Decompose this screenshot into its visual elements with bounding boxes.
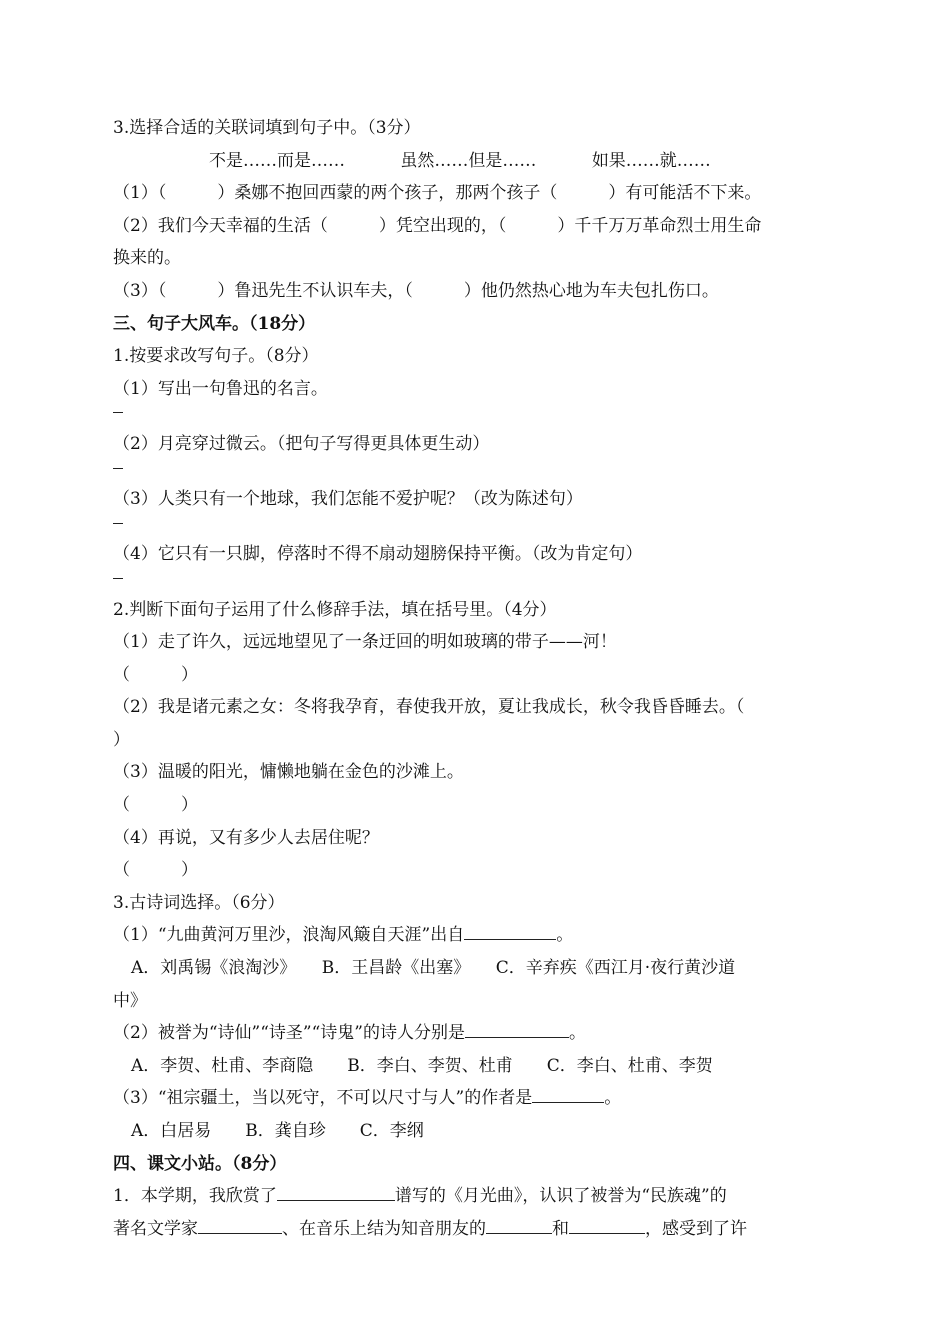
s3-q2-line-1: （1）走了许久，远远地望见了一条迂回的明如玻璃的带子——河！: [113, 632, 617, 653]
conjunction-option-1: 不是……而是……: [209, 150, 345, 171]
s3-q3-item-1: [113, 919, 833, 952]
conjunction-option-3: 如果……就……: [591, 150, 711, 171]
s4-q1-text-5: 和: [552, 1218, 569, 1239]
fill-blank-5[interactable]: [198, 1215, 282, 1234]
s3-q3-item-2-text: （2）被誉为“诗仙”“诗圣”“诗鬼”的诗人分别是: [113, 1023, 465, 1044]
s3-q3-item-1-text: （1）“九曲黄河万里沙，浪淘风簸自天涯”出自: [113, 925, 465, 946]
s3-q1-item-2: （2）月亮穿过微云。（把句子写得更具体更生动）: [113, 433, 490, 454]
period: 。: [556, 925, 574, 946]
s4-q1-line-1: [113, 1180, 833, 1213]
fill-blank-7[interactable]: [569, 1215, 645, 1234]
q3-item-3: （3）（ ）鲁迅先生不认识车夫，（ ）他仍然热心地为车夫包扎伤口。: [113, 280, 719, 301]
section-4-title: 四、课文小站。（8分）: [113, 1153, 287, 1174]
s3-q1-title: 1.按要求改写句子。（8分）: [113, 346, 319, 367]
section-3-title: 三、句子大风车。（18分）: [113, 313, 316, 334]
answer-line-4[interactable]: [113, 561, 833, 594]
s4-q1-text-4: 、在音乐上结为知音朋友的: [282, 1218, 486, 1239]
period: 。: [568, 1023, 586, 1044]
s3-q2-line-2: （2）我是诸元素之女：冬将我孕育，春使我开放，夏让我成长，秋令我昏昏睡去。（: [113, 697, 745, 718]
s3-q3-item-3-options: A．白居易 B．龚自珍 C．李纲: [131, 1121, 424, 1141]
s4-q1-line-2: [113, 1213, 833, 1246]
q3-item-2-cont: 换来的。: [113, 248, 181, 269]
answer-line-2[interactable]: [113, 451, 833, 484]
s3-q2-title: 2.判断下面句子运用了什么修辞手法，填在括号里。（4分）: [113, 599, 557, 620]
conjunction-options: [113, 145, 833, 178]
answer-line-1[interactable]: [113, 395, 833, 428]
s3-q3-item-2: [113, 1017, 833, 1050]
s3-q3-item-1-options-cont: 中》: [113, 990, 147, 1011]
q3-title: 3.选择合适的关联词填到句子中。（3分）: [113, 118, 421, 138]
s3-q3-item-3-text: （3）“祖宗疆土，当以死守，不可以尺寸与人”的作者是: [113, 1088, 533, 1109]
s4-q1-text-2: 谱写的《月光曲》，认识了被誉为“民族魂”的: [394, 1186, 727, 1207]
fill-blank-3[interactable]: [532, 1084, 604, 1103]
s3-q1-item-3: （3）人类只有一个地球，我们怎能不爱护呢？（改为陈述句）: [113, 489, 583, 510]
s4-q1-text-1: 1．本学期，我欣赏了: [113, 1186, 277, 1207]
s4-q1-text-6: ，感受到了许: [645, 1218, 747, 1239]
s3-q2-answer-1[interactable]: （ ）: [113, 664, 198, 685]
answer-line-3[interactable]: [113, 506, 833, 539]
s3-q2-answer-4[interactable]: （ ）: [113, 860, 198, 881]
q3-item-2: （2）我们今天幸福的生活（ ）凭空出现的，（ ）千千万万革命烈士用生命: [113, 215, 762, 236]
fill-blank-1[interactable]: [464, 921, 556, 940]
s3-q3-item-1-options: A．刘禹锡《浪淘沙》 B．王昌龄《出塞》 C．辛弃疾《西江月·夜行黄沙道: [131, 958, 736, 979]
exam-page: [113, 112, 833, 1245]
s3-q2-answer-2[interactable]: ）: [113, 729, 130, 750]
s3-q3-item-3: [113, 1082, 833, 1115]
fill-blank-4[interactable]: [277, 1182, 395, 1201]
conjunction-option-2: 虽然……但是……: [400, 150, 537, 171]
s3-q2-answer-3[interactable]: （ ）: [113, 795, 198, 816]
s4-q1-text-3: 著名文学家: [113, 1218, 198, 1239]
s3-q1-item-4: （4）它只有一只脚，停落时不得不扇动翅膀保持平衡。（改为肯定句）: [113, 544, 643, 565]
s3-q3-item-2-options: A．李贺、杜甫、李商隐 B．李白、李贺、杜甫 C．李白、杜甫、李贺: [131, 1055, 713, 1076]
s3-q2-line-4: （4）再说，又有多少人去居住呢？: [113, 827, 379, 848]
fill-blank-6[interactable]: [486, 1215, 552, 1234]
fill-blank-2[interactable]: [465, 1019, 569, 1038]
period: 。: [604, 1088, 622, 1109]
s3-q3-title: 3.古诗词选择。（6分）: [113, 892, 285, 913]
q3-item-1: （1）（ ）桑娜不抱回西蒙的两个孩子，那两个孩子（ ）有可能活不下来。: [113, 183, 762, 204]
s3-q2-line-3: （3）温暖的阳光，慵懒地躺在金色的沙滩上。: [113, 762, 464, 783]
s3-q1-item-1: （1）写出一句鲁迅的名言。: [113, 378, 328, 399]
